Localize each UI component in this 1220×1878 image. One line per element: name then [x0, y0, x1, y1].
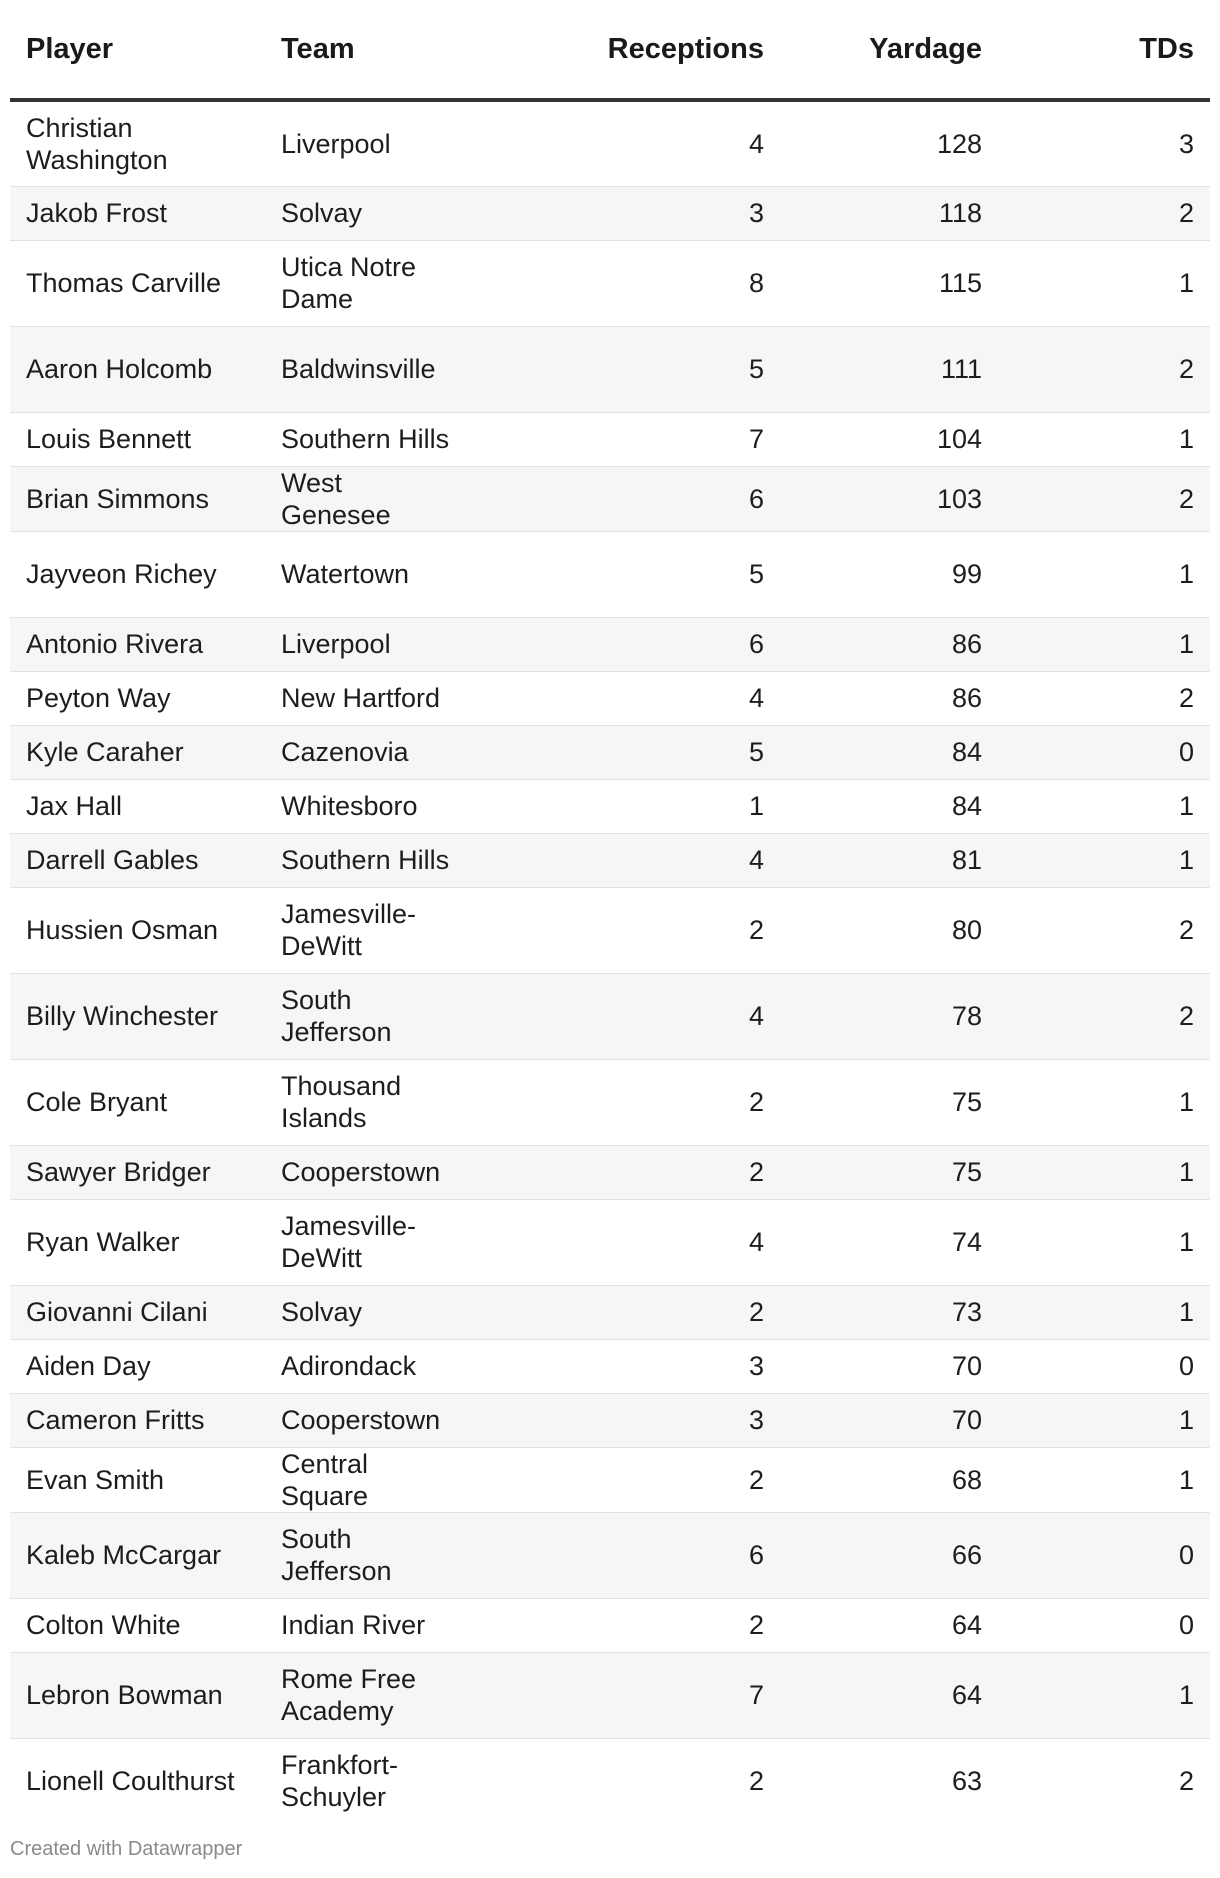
tds-cell: 1: [998, 779, 1210, 833]
receiving-stats-table: [10, 0, 1210, 1824]
yardage-cell: 99: [780, 531, 998, 617]
tds-cell: 1: [998, 1145, 1210, 1199]
receptions-cell: 6: [470, 466, 780, 531]
receptions-cell: 1: [470, 779, 780, 833]
header-receptions[interactable]: Receptions: [470, 0, 780, 100]
yardage-cell: 104: [780, 412, 998, 466]
yardage-cell: 75: [780, 1145, 998, 1199]
table-row: [10, 1738, 1210, 1824]
stats-table-container: [10, 0, 1210, 1824]
team-cell: Thousand Islands: [265, 1059, 470, 1145]
player-cell: Ryan Walker: [10, 1199, 265, 1285]
table-row: [10, 1145, 1210, 1199]
receptions-cell: 2: [470, 887, 780, 973]
player-cell: Evan Smith: [10, 1447, 265, 1512]
table-row: [10, 1512, 1210, 1598]
team-cell: Solvay: [265, 1285, 470, 1339]
team-cell: Solvay: [265, 186, 470, 240]
table-body: [10, 100, 1210, 1824]
receptions-cell: 2: [470, 1598, 780, 1652]
table-row: [10, 531, 1210, 617]
team-cell: Southern Hills: [265, 833, 470, 887]
team-cell: South Jefferson: [265, 1512, 470, 1598]
player-cell: Hussien Osman: [10, 887, 265, 973]
receptions-cell: 4: [470, 973, 780, 1059]
player-cell: Billy Winchester: [10, 973, 265, 1059]
receptions-cell: 5: [470, 725, 780, 779]
receptions-cell: 2: [470, 1447, 780, 1512]
tds-cell: 1: [998, 1285, 1210, 1339]
player-cell: Jakob Frost: [10, 186, 265, 240]
player-cell: Louis Bennett: [10, 412, 265, 466]
yardage-cell: 68: [780, 1447, 998, 1512]
player-cell: Kyle Caraher: [10, 725, 265, 779]
table-row: [10, 326, 1210, 412]
tds-cell: 1: [998, 1199, 1210, 1285]
player-cell: Aiden Day: [10, 1339, 265, 1393]
tds-cell: 2: [998, 186, 1210, 240]
table-row: [10, 466, 1210, 531]
header-player[interactable]: Player: [10, 0, 265, 100]
table-row: [10, 1059, 1210, 1145]
tds-cell: 0: [998, 1339, 1210, 1393]
tds-cell: 2: [998, 671, 1210, 725]
tds-cell: 3: [998, 100, 1210, 186]
receptions-cell: 7: [470, 412, 780, 466]
table-row: [10, 833, 1210, 887]
receptions-cell: 2: [470, 1285, 780, 1339]
yardage-cell: 80: [780, 887, 998, 973]
tds-cell: 0: [998, 1512, 1210, 1598]
datawrapper-credit: Created with Datawrapper: [10, 1838, 243, 1860]
team-cell: Utica Notre Dame: [265, 240, 470, 326]
yardage-cell: 63: [951, 1766, 982, 1797]
table-row: [10, 186, 1210, 240]
player-cell: Cole Bryant: [10, 1059, 265, 1145]
yardage-cell: 115: [780, 240, 998, 326]
table-row: [10, 1393, 1210, 1447]
player-cell: Jax Hall: [10, 779, 265, 833]
yardage-cell: 111: [780, 326, 998, 412]
tds-cell: 2: [998, 326, 1210, 412]
yardage-cell: 74: [780, 1199, 998, 1285]
yardage-cell: 103: [780, 466, 998, 531]
table-row: [10, 1339, 1210, 1393]
receptions-cell: 4: [470, 671, 780, 725]
tds-cell: 1: [998, 617, 1210, 671]
receptions-cell: 6: [470, 1512, 780, 1598]
table-row: [10, 240, 1210, 326]
team-cell: Indian River: [265, 1598, 470, 1652]
tds-cell: 1: [998, 412, 1210, 466]
yardage-cell: 118: [780, 186, 998, 240]
receptions-cell: 4: [470, 100, 780, 186]
receptions-cell: 2: [470, 1145, 780, 1199]
player-cell: Peyton Way: [10, 671, 265, 725]
yardage-cell: 81: [780, 833, 998, 887]
player-cell: Brian Simmons: [10, 466, 265, 531]
receptions-cell: 5: [470, 326, 780, 412]
team-cell: Baldwinsville: [265, 326, 470, 412]
tds-cell: 2: [998, 466, 1210, 531]
tds-cell: 1: [998, 1059, 1210, 1145]
receptions-cell: 5: [470, 531, 780, 617]
yardage-cell: 70: [780, 1393, 998, 1447]
tds-cell: 1: [998, 240, 1210, 326]
player-cell: Cameron Fritts: [10, 1393, 265, 1447]
table-row: [10, 1199, 1210, 1285]
player-cell: Lionell Coulthurst: [26, 1766, 235, 1797]
tds-cell: 1: [998, 1393, 1210, 1447]
player-cell: Sawyer Bridger: [10, 1145, 265, 1199]
tds-cell: 0: [998, 1598, 1210, 1652]
player-cell: Jayveon Richey: [10, 531, 265, 617]
team-cell: New Hartford: [265, 671, 470, 725]
team-cell: West Genesee: [265, 466, 470, 531]
yardage-cell: 66: [780, 1512, 998, 1598]
team-cell: Southern Hills: [265, 412, 470, 466]
table-row: [10, 1447, 1210, 1512]
table-row: [10, 779, 1210, 833]
receptions-cell: 2: [470, 1059, 780, 1145]
tds-cell: 1: [998, 1652, 1210, 1738]
team-cell: Cooperstown: [265, 1145, 470, 1199]
player-cell: Kaleb McCargar: [10, 1512, 265, 1598]
team-cell: Cazenovia: [265, 725, 470, 779]
yardage-cell: 86: [780, 617, 998, 671]
yardage-cell: 78: [780, 973, 998, 1059]
header-tds[interactable]: TDs: [998, 0, 1210, 100]
tds-cell: 1: [998, 1447, 1210, 1512]
yardage-cell: 84: [780, 779, 998, 833]
team-cell: Watertown: [265, 531, 470, 617]
table-row: [10, 973, 1210, 1059]
team-cell: Cooperstown: [265, 1393, 470, 1447]
table-row: [10, 671, 1210, 725]
receptions-cell: 3: [470, 1339, 780, 1393]
header-yardage[interactable]: Yardage: [780, 0, 998, 100]
player-cell: Lebron Bowman: [10, 1652, 265, 1738]
player-cell: Giovanni Cilani: [10, 1285, 265, 1339]
table-row: [10, 617, 1210, 671]
table-row: [10, 412, 1210, 466]
team-cell: Rome Free Academy: [265, 1652, 470, 1738]
team-cell: South Jefferson: [265, 973, 470, 1059]
table-row: [10, 100, 1210, 186]
receptions-cell: 6: [470, 617, 780, 671]
team-cell: Jamesville-DeWitt: [265, 1199, 470, 1285]
table-row: [10, 1652, 1210, 1738]
table-row: [10, 1598, 1210, 1652]
player-cell: Darrell Gables: [10, 833, 265, 887]
yardage-cell: 84: [780, 725, 998, 779]
team-cell: Liverpool: [265, 617, 470, 671]
tds-cell: 2: [998, 887, 1210, 973]
table-row: [10, 1285, 1210, 1339]
table-row: [10, 887, 1210, 973]
tds-cell: 2: [1178, 1766, 1194, 1797]
team-cell: Jamesville-DeWitt: [265, 887, 470, 973]
yardage-cell: 86: [780, 671, 998, 725]
yardage-cell: 128: [780, 100, 998, 186]
team-cell: Whitesboro: [265, 779, 470, 833]
yardage-cell: 75: [780, 1059, 998, 1145]
receptions-cell: 3: [470, 186, 780, 240]
tds-cell: 0: [998, 725, 1210, 779]
yardage-cell: 70: [780, 1339, 998, 1393]
tds-cell: 2: [998, 973, 1210, 1059]
receptions-cell: 3: [470, 1393, 780, 1447]
player-cell: Aaron Holcomb: [10, 326, 265, 412]
yardage-cell: 64: [780, 1598, 998, 1652]
player-cell: Thomas Carville: [10, 240, 265, 326]
player-cell: Antonio Rivera: [10, 617, 265, 671]
receptions-cell: 7: [470, 1652, 780, 1738]
receptions-cell: 2: [748, 1766, 764, 1797]
table-row: [10, 725, 1210, 779]
tds-cell: 1: [998, 531, 1210, 617]
tds-cell: 1: [998, 833, 1210, 887]
team-cell: Frankfort-Schuyler: [281, 1750, 399, 1813]
team-cell: Adirondack: [265, 1339, 470, 1393]
receptions-cell: 8: [470, 240, 780, 326]
player-cell: Christian Washington: [10, 100, 265, 186]
yardage-cell: 73: [780, 1285, 998, 1339]
receptions-cell: 4: [470, 833, 780, 887]
table-header-row: [10, 0, 1210, 100]
header-team[interactable]: Team: [265, 0, 470, 100]
team-cell: Central Square: [265, 1447, 470, 1512]
player-cell: Colton White: [10, 1598, 265, 1652]
receptions-cell: 4: [470, 1199, 780, 1285]
yardage-cell: 64: [780, 1652, 998, 1738]
team-cell: Liverpool: [265, 100, 470, 186]
